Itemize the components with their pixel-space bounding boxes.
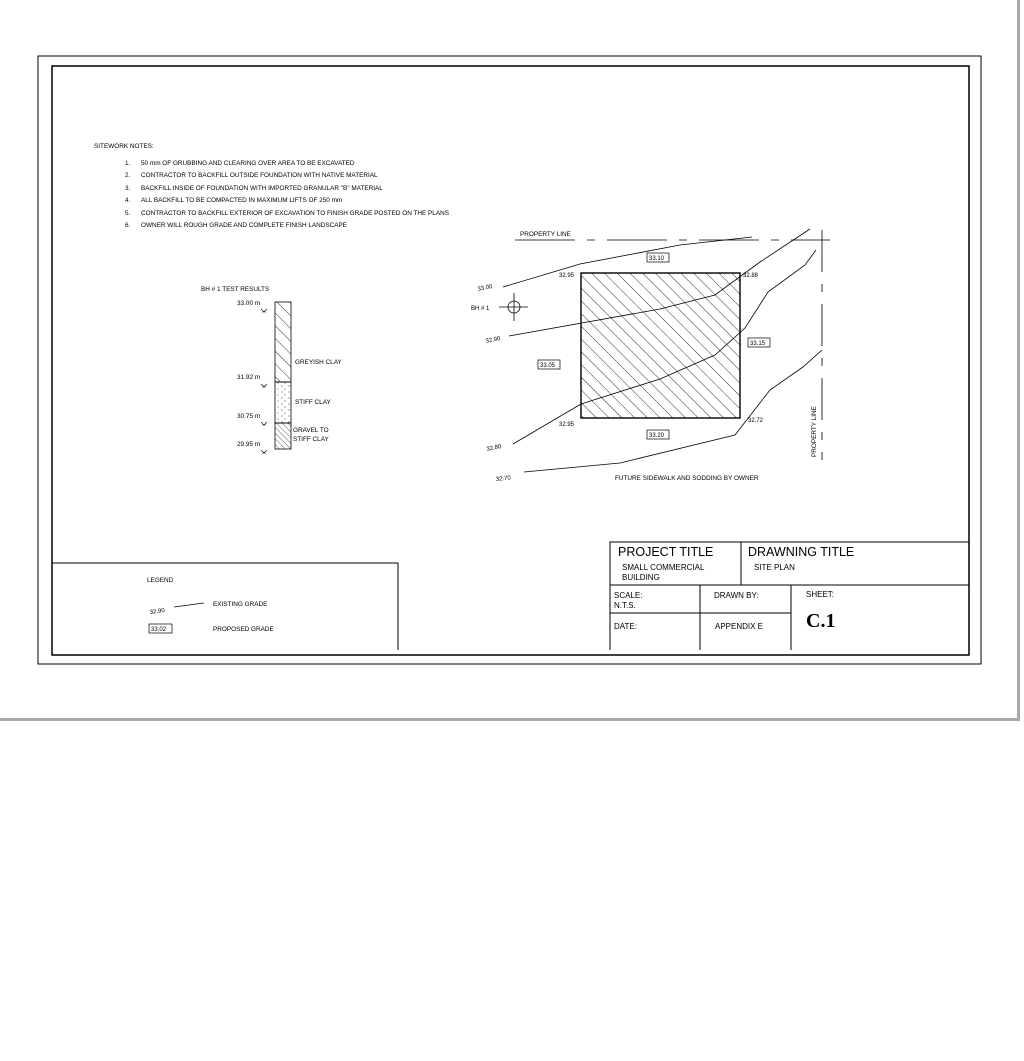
date-label: DATE: bbox=[614, 622, 637, 631]
depth-label: 33.00 m bbox=[237, 300, 261, 307]
scale-value: N.T.S. bbox=[614, 601, 636, 610]
existing-grade-left-top: 33.00 bbox=[477, 283, 494, 293]
note-number: 5. bbox=[125, 210, 131, 217]
proposed-grade-right: 33.15 bbox=[750, 341, 766, 347]
appendix-label: APPENDIX E bbox=[715, 622, 764, 631]
note-number: 1. bbox=[125, 160, 131, 167]
sitework-notes-title: SITEWORK NOTES: bbox=[94, 143, 154, 150]
proposed-grade-left: 33.05 bbox=[540, 363, 556, 369]
layer-gravel bbox=[275, 423, 291, 449]
title-block bbox=[610, 542, 969, 650]
drawing-title-label: DRAWNING TITLE bbox=[748, 545, 855, 559]
borehole-log bbox=[201, 286, 342, 453]
note-text: CONTRACTOR TO BACKFILL EXTERIOR OF EXCAVATION TO FINISH GRADE POSTED ON THE PLANS bbox=[141, 210, 449, 217]
drawing-title-value: SITE PLAN bbox=[754, 563, 795, 572]
layer-label-gravel: GRAVEL TO bbox=[293, 427, 329, 434]
note-text: BACKFILL INSIDE OF FOUNDATION WITH IMPORTED GRANULAR "B" MATERIAL bbox=[141, 185, 383, 192]
note-text: OWNER WILL ROUGH GRADE AND COMPLETE FINISH LANDSCAPE bbox=[141, 222, 348, 229]
existing-grade-tl: 32.95 bbox=[559, 273, 575, 279]
project-name-line2: BUILDING bbox=[622, 573, 660, 582]
proposed-grade-top: 33.10 bbox=[649, 256, 665, 262]
note-text: 50 mm OF GRUBBING AND CLEARING OVER AREA TO BE EXCAVATED bbox=[141, 160, 355, 167]
existing-grade-left-mid: 32.90 bbox=[485, 335, 502, 345]
legend-proposed-value: 33.02 bbox=[151, 627, 167, 633]
existing-grade-br: 32.72 bbox=[748, 418, 764, 424]
existing-grade-bl: 32.95 bbox=[559, 422, 575, 428]
note-text: CONTRACTOR TO BACKFILL OUTSIDE FOUNDATION WITH NATIVE MATERIAL bbox=[141, 172, 378, 179]
layer-label-clay: GREYISH CLAY bbox=[295, 359, 342, 366]
sheet-number: C.1 bbox=[806, 610, 836, 632]
outer-frame bbox=[38, 56, 981, 664]
property-line-label-top: PROPERTY LINE bbox=[520, 231, 571, 238]
property-line-label-right: PROPERTY LINE bbox=[811, 406, 818, 457]
borehole-marker-icon bbox=[499, 293, 528, 321]
note-text: ALL BACKFILL TO BE COMPACTED IN MAXIMUM LIFTS OF 250 mm bbox=[141, 197, 343, 204]
legend-proposed-label: PROPOSED GRADE bbox=[213, 626, 274, 633]
depth-label: 31.92 m bbox=[237, 374, 261, 381]
layer-greyish-clay bbox=[275, 302, 291, 382]
page-shadow-bottom bbox=[0, 718, 1020, 721]
inner-frame bbox=[52, 66, 969, 655]
layer-label-stiff: STIFF CLAY bbox=[295, 399, 331, 406]
legend-existing-value: 32.90 bbox=[149, 607, 166, 616]
existing-grade-tr: 32.88 bbox=[743, 273, 759, 279]
sheet-label: SHEET: bbox=[806, 590, 835, 599]
layer-stiff-clay bbox=[275, 382, 291, 423]
legend-existing-line bbox=[174, 603, 204, 607]
existing-grade-left-low: 32.80 bbox=[486, 443, 503, 453]
drawn-by-label: DRAWN BY: bbox=[714, 591, 759, 600]
site-plan bbox=[471, 229, 830, 483]
legend bbox=[52, 563, 398, 650]
depth-label: 30.75 m bbox=[237, 413, 261, 420]
sidewalk-note: FUTURE SIDEWALK AND SODDING BY OWNER bbox=[615, 475, 759, 482]
borehole-marker-label: BH # 1 bbox=[471, 306, 490, 312]
existing-grade-left-bottom: 32.70 bbox=[495, 475, 512, 483]
project-title-label: PROJECT TITLE bbox=[618, 545, 714, 559]
note-number: 4. bbox=[125, 197, 131, 204]
note-number: 2. bbox=[125, 172, 131, 179]
sitework-notes bbox=[94, 143, 449, 229]
project-name-line1: SMALL COMMERCIAL bbox=[622, 563, 705, 572]
legend-title: LEGEND bbox=[147, 577, 174, 584]
legend-existing-label: EXISTING GRADE bbox=[213, 601, 268, 608]
depth-label: 29.95 m bbox=[237, 441, 261, 448]
page-shadow-right bbox=[1017, 0, 1020, 721]
borehole-title: BH # 1 TEST RESULTS bbox=[201, 286, 270, 293]
scale-label: SCALE: bbox=[614, 591, 643, 600]
proposed-grade-bottom: 33.20 bbox=[649, 433, 665, 439]
note-number: 3. bbox=[125, 185, 131, 192]
note-number: 6. bbox=[125, 222, 131, 229]
depth-markers bbox=[261, 309, 267, 453]
layer-label-gravel-2: STIFF CLAY bbox=[293, 436, 329, 443]
